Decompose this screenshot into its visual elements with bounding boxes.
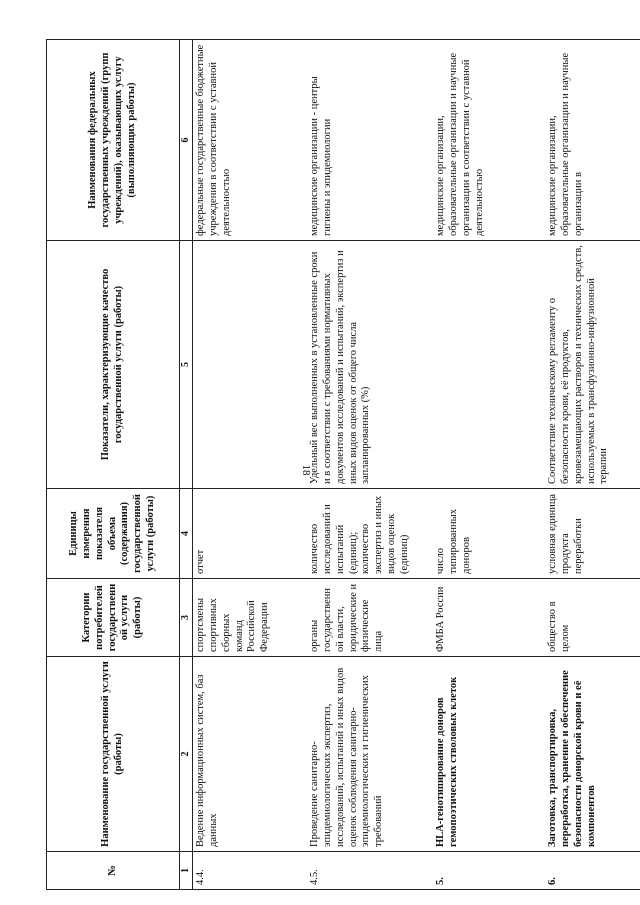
table-row <box>433 40 545 890</box>
institutions: медицинские организации - центры гигиены и эпидемиологии <box>307 40 433 241</box>
header-unit: Единицы измерения показателя объема (содержания) государственной услуги (работы) <box>47 489 180 579</box>
col-number: 2 <box>180 657 193 852</box>
row-number: 4.4. <box>193 852 308 890</box>
quality: Соответствие техническому регламенту о безопасности крови, её продуктов, кровезамещающих растворов и технических средств, используемых в трансфузионно-инфузионной терапии <box>545 241 640 489</box>
col-number: 1 <box>180 852 193 890</box>
header-quality: Показатели, характеризующие качество государственной услуги (работы) <box>47 241 180 489</box>
table-row <box>193 40 308 890</box>
header-number: № <box>47 852 180 890</box>
header-service-name: Наименование государственной услуги (работы) <box>47 657 180 852</box>
services-table <box>46 39 640 890</box>
col-number: 3 <box>180 579 193 657</box>
service-name: Заготовка, транспортировка, переработка, хранение и обеспечение безопасности донорской крови и её компонентов <box>545 657 640 852</box>
consumers: органы государственной власти, юридические и физические лица <box>307 579 433 657</box>
institutions: медицинские организации, образовательные организации и научные организации в <box>545 40 640 241</box>
unit: условная единица продукта переработки <box>545 489 640 579</box>
service-name: HLA-генотипирование доноров гемопоэтических стволовых клеток <box>433 657 545 852</box>
consumers: спортсмены спортивных сборных команд Российской Федерации <box>193 579 308 657</box>
rotated-table-sheet <box>46 40 610 890</box>
column-number-row <box>180 40 193 890</box>
header-institutions: Наименования федеральных государственных учреждений (групп учреждений), оказывающих услугу (выполняющих работы) <box>47 40 180 241</box>
consumers: общество в целом <box>545 579 640 657</box>
col-number: 6 <box>180 40 193 241</box>
col-number: 5 <box>180 241 193 489</box>
unit: отчет <box>193 489 308 579</box>
unit: число типированных доноров <box>433 489 545 579</box>
quality: Удельный вес выполненных в установленные сроки и в соответствии с требованиями нормативных документов исследований и испытаний, экспертиз и иных видов оценок от общего числа запланированных (%) <box>307 241 433 489</box>
header-row <box>47 40 180 890</box>
col-number: 4 <box>180 489 193 579</box>
institutions: федеральные государственные бюджетные учреждения в соответствии с уставной деятельностью <box>193 40 308 241</box>
service-name: Проведение санитарно-эпидемиологических экспертиз, исследований, испытаний и иных видов оценок соблюдения санитарно-эпидемиологических и гигиенических требований <box>307 657 433 852</box>
row-number: 4.5. <box>307 852 433 890</box>
row-number: 5. <box>433 852 545 890</box>
unit: количество исследований и испытаний (единиц); количество экспертиз и иных видов оценок (единиц) <box>307 489 433 579</box>
institutions: медицинские организации, образовательные организации и научные организации в соответствии с уставной деятельностью <box>433 40 545 241</box>
row-number: 6. <box>545 852 640 890</box>
service-name: Ведение информационных систем, баз данных <box>193 657 308 852</box>
page-number: 18 <box>300 464 312 476</box>
quality <box>193 241 308 489</box>
table-row <box>545 40 640 890</box>
header-consumers: Категории потребителей государственной услуги (работы) <box>47 579 180 657</box>
quality <box>433 241 545 489</box>
table-row <box>307 40 433 890</box>
consumers: ФМБА России <box>433 579 545 657</box>
